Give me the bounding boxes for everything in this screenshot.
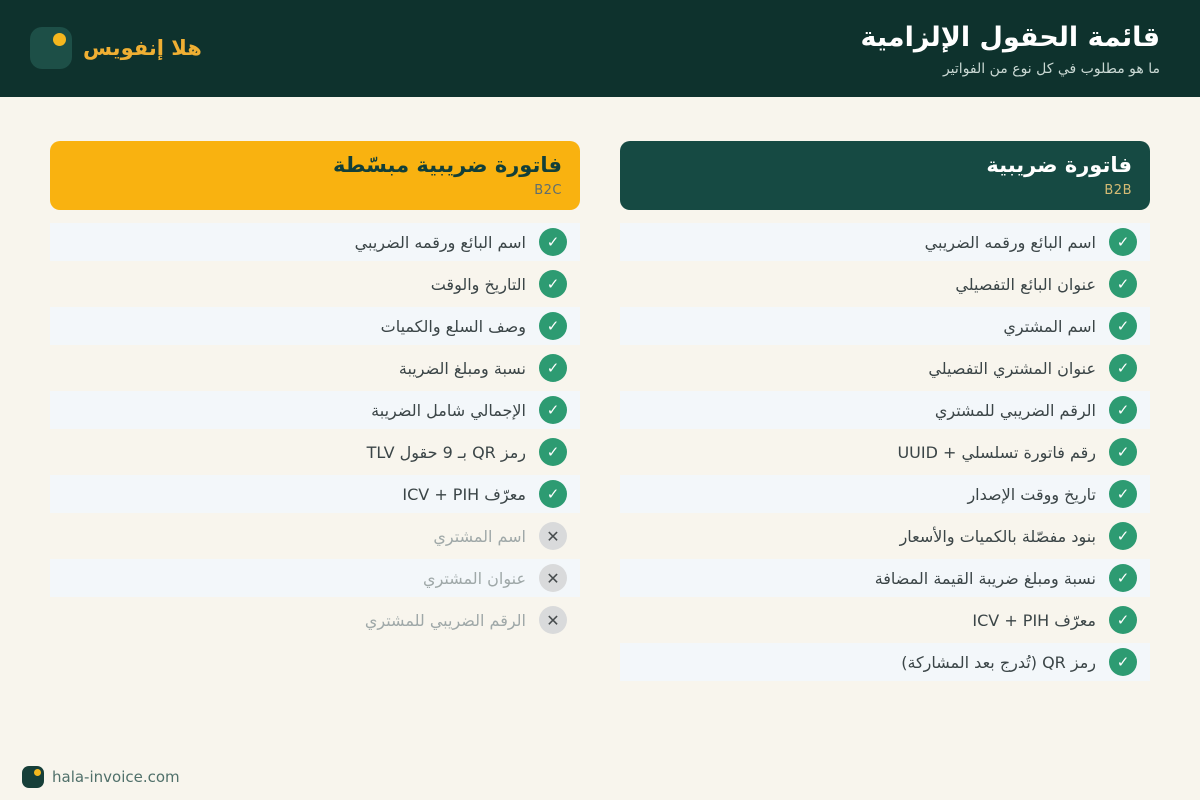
list-item — [50, 433, 580, 471]
check-icon: ✓ — [539, 270, 567, 298]
check-icon: ✓ — [1109, 522, 1137, 550]
check-icon: ✓ — [539, 228, 567, 256]
comparison-columns — [0, 141, 1200, 685]
list-item — [620, 391, 1150, 429]
column-b2b — [620, 141, 1150, 685]
cross-icon: ✕ — [539, 564, 567, 592]
field-label: معرّف ICV + PIH — [402, 484, 526, 504]
footer-logo-icon — [22, 766, 44, 788]
field-label: الإجمالي شامل الضريبة — [371, 400, 526, 420]
list-item — [620, 643, 1150, 681]
field-label: تاريخ ووقت الإصدار — [967, 484, 1096, 504]
list-item — [620, 433, 1150, 471]
list-item — [620, 601, 1150, 639]
list-item — [620, 517, 1150, 555]
list-item — [50, 391, 580, 429]
page-footer — [22, 766, 180, 788]
field-label: نسبة ومبلغ الضريبة — [398, 358, 526, 378]
list-item — [50, 223, 580, 261]
field-label: رمز QR (تُدرج بعد المشاركة) — [901, 652, 1096, 672]
field-label: معرّف ICV + PIH — [972, 610, 1096, 630]
field-label: وصف السلع والكميات — [380, 316, 526, 336]
site-link[interactable]: hala-invoice.com — [52, 768, 180, 786]
check-icon: ✓ — [1109, 606, 1137, 634]
check-icon: ✓ — [539, 438, 567, 466]
column-title: فاتورة ضريبية مبسّطة — [332, 152, 562, 177]
check-icon: ✓ — [1109, 228, 1137, 256]
list-item — [620, 223, 1150, 261]
list-item — [50, 265, 580, 303]
list-item — [50, 349, 580, 387]
brand-logo — [30, 27, 202, 69]
list-item — [50, 601, 580, 639]
title-block — [860, 23, 1160, 77]
check-icon: ✓ — [1109, 270, 1137, 298]
list-item — [620, 349, 1150, 387]
brand-name: هلا إنفويس — [83, 36, 202, 60]
page-title: قائمة الحقول الإلزامية — [860, 22, 1160, 53]
check-icon: ✓ — [539, 480, 567, 508]
field-label: التاريخ والوقت — [430, 274, 526, 294]
check-icon: ✓ — [1109, 480, 1137, 508]
field-label: رمز QR بـ 9 حقول TLV — [366, 442, 526, 462]
logo-dot-icon — [53, 33, 66, 46]
check-icon: ✓ — [539, 354, 567, 382]
list-item — [50, 307, 580, 345]
column-badge: B2C — [534, 183, 562, 199]
column-title: فاتورة ضريبية — [986, 152, 1132, 177]
check-icon: ✓ — [1109, 564, 1137, 592]
check-icon: ✓ — [539, 396, 567, 424]
cross-icon: ✕ — [539, 522, 567, 550]
cross-icon: ✕ — [539, 606, 567, 634]
list-item — [50, 559, 580, 597]
field-label: اسم المشتري — [1003, 316, 1096, 336]
check-icon: ✓ — [539, 312, 567, 340]
page-subtitle: ما هو مطلوب في كل نوع من الفواتير — [942, 60, 1160, 77]
list-item — [50, 517, 580, 555]
brand-logo-icon — [30, 27, 72, 69]
logo-dot-icon — [34, 769, 41, 776]
field-label: اسم البائع ورقمه الضريبي — [354, 232, 526, 252]
list-item — [620, 265, 1150, 303]
column-badge: B2B — [1104, 183, 1132, 199]
field-label: بنود مفصّلة بالكميات والأسعار — [899, 526, 1096, 546]
list-item — [620, 475, 1150, 513]
list-item — [50, 475, 580, 513]
field-label: عنوان المشتري التفصيلي — [928, 358, 1096, 378]
field-label: الرقم الضريبي للمشتري — [364, 610, 526, 630]
field-label: عنوان المشتري — [423, 568, 526, 588]
field-label: نسبة ومبلغ ضريبة القيمة المضافة — [874, 568, 1096, 588]
check-icon: ✓ — [1109, 354, 1137, 382]
check-icon: ✓ — [1109, 438, 1137, 466]
field-label: الرقم الضريبي للمشتري — [934, 400, 1096, 420]
column-header-b2b — [620, 141, 1150, 210]
column-b2c — [50, 141, 580, 685]
field-label: عنوان البائع التفصيلي — [955, 274, 1096, 294]
page-header — [0, 0, 1200, 97]
column-header-b2c — [50, 141, 580, 210]
field-label: اسم المشتري — [433, 526, 526, 546]
check-icon: ✓ — [1109, 312, 1137, 340]
check-icon: ✓ — [1109, 396, 1137, 424]
field-list-b2b — [620, 223, 1150, 681]
field-label: اسم البائع ورقمه الضريبي — [924, 232, 1096, 252]
list-item — [620, 307, 1150, 345]
check-icon: ✓ — [1109, 648, 1137, 676]
list-item — [620, 559, 1150, 597]
field-list-b2c — [50, 223, 580, 639]
field-label: رقم فاتورة تسلسلي + UUID — [897, 442, 1096, 462]
